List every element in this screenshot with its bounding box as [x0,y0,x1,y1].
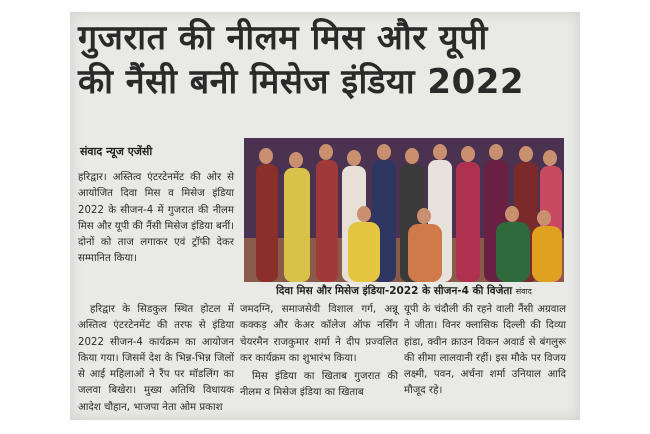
article-column-left-bottom [78,302,234,418]
headline-line-1: गुजरात की नीलम मिस और यूपी [78,18,488,58]
winners-photo [244,138,564,282]
article-paragraph-title: मिस इंडिया का खिताब गुजरात की नीलम व मिसेज इंडिया का खिताब [240,371,398,399]
headline-line-2: की नैंसी बनी मिसेज इंडिया 2022 [78,62,525,102]
photo-caption [244,284,564,298]
article-paragraph-winners: यूपी के चंदौली की रहने वाली नैंसी अग्रवाल ने जीता। विनर क्लासिक दिल्ली की दिव्या हांडा, क्वीन क्राउन विकन अवार्ड से बंगलुरू की सीमा लालवानी रहीं। इस मौके पर विजय लक्ष्मी, पवन, अर्चना शर्मा उनियाल आदि मौजूद रहे। [404,304,566,397]
winners-photo-illustration [244,138,564,282]
photo-caption-tag: संवाद [515,287,532,296]
article-column-left-top [78,170,234,270]
agency-byline: संवाद न्यूज एजेंसी [80,145,153,158]
newspaper-clipping [70,12,580,420]
photo-caption-text: दिवा मिस और मिसेज इंडिया-2022 के सीजन-4 की विजेता [276,285,513,297]
article-paragraph-guests: जमदग्नि, समाजसेवी विशाल गर्ग, अन्नू कक्कड़ और केअर कॉलेज ऑफ नर्सिंग चेयरमैन राजकुमार शर्मा ने दीप प्रज्वलित कर कार्यक्रम का शुभारंभ किया। [240,304,398,364]
article-column-right [404,302,566,402]
article-paragraph-event: हरिद्वार के सिडकुल स्थित होटल में अस्तित्व एंटरटेनमेंट की तरफ से इंडिया 2022 सीजन-4 कार्यक्रम का आयोजन किया गया। जिसमें देश के भिन्न-भिन्न जिलों से आई महिलाओं ने रैंप पर मॉडलिंग का जलवा बिखेरा। मुख्य अतिथि विधायक आदेश चौहान, भाजपा नेता ओम प्रकाश [78,304,234,413]
article-paragraph-intro: हरिद्वार। अस्तित्व एंटरटेनमेंट की ओर से आयोजित दिवा मिस व मिसेज इंडिया 2022 के सीजन-4 में गुजरात की नीलम मिस और यूपी की नैंसी मिसेज इंडिया बनीं। दोनों को ताज लगाकर एवं ट्रॉफी देकर सम्मानित किया। [78,172,234,265]
article-column-middle [240,302,398,404]
headline [78,16,574,104]
